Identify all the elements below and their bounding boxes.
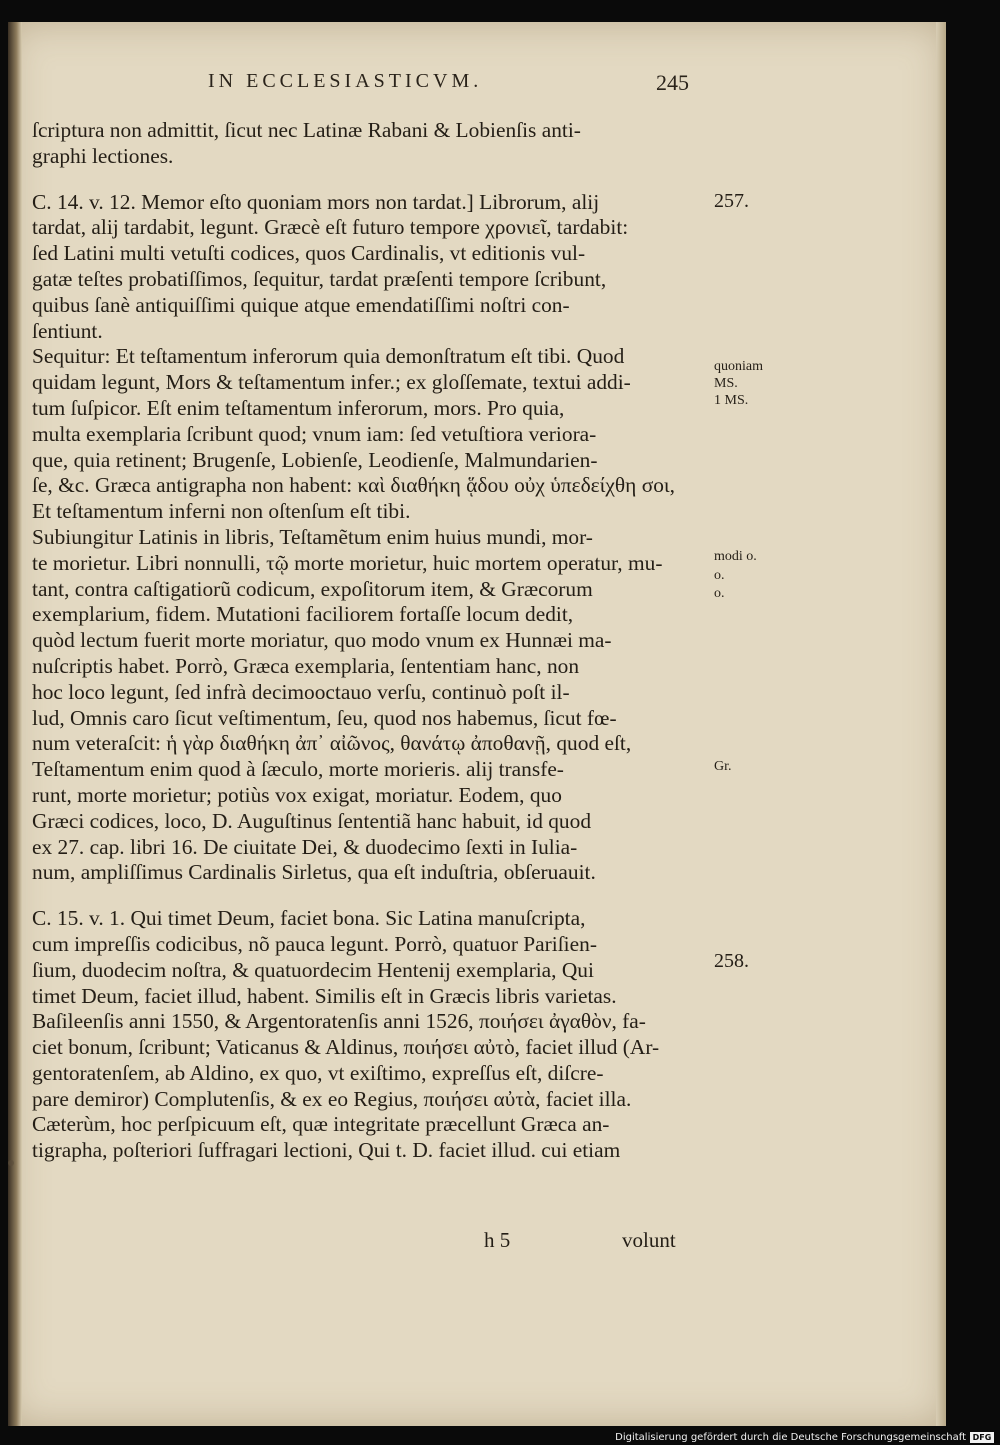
signature-mark: h 5 [484,1228,511,1252]
text-line: lud, Omnis caro ſicut veſtimentum, ſeu, quod nos habemus, ſicut fœ- [32,705,617,730]
text-line: ex 27. cap. libri 16. De ciuitate Dei, & duodecimo ſexti in Iulia- [32,834,578,859]
ink-spot [8,1160,14,1166]
page-edge [936,22,946,1426]
text-line: gatæ teſtes probatiſſimos, ſequitur, tardat præſenti tempore ſcribunt, [32,266,607,291]
running-head: IN ECCLESIASTICVM. [208,70,483,92]
text-line: ſium, duodecim noſtra, & quatuordecim Hentenij exemplaria, Qui [32,957,594,982]
text-line: pare demiror) Complutenſis, & ex eo Regius, ποιήσει αὐτὰ, faciet illa. [32,1086,632,1111]
text-line: timet Deum, faciet illud, habent. Similis eſt in Græcis libris varietas. [32,983,617,1008]
text-line: C. 15. v. 1. Qui timet Deum, faciet bona. Sic Latina manuſcripta, [32,906,586,931]
book-page [8,22,946,1426]
margin-note: MS. [714,376,738,391]
book-spine [8,22,22,1426]
text-line: tardat, alij tardabit, legunt. Græcè eſt futuro tempore χρονιεῖ, tardabit: [32,215,629,240]
text-line: tant, contra caſtigatiorũ codicum, expoſitorum item, & Græcorum [32,576,593,601]
text-line: ſed Latini multi vetuſti codices, quos Cardinalis, vt editionis vul- [32,241,586,266]
page-number: 245 [656,70,689,95]
catchword: volunt [622,1228,676,1252]
text-line: ſentiunt. [32,318,103,343]
dfg-logo-icon: DFG [970,1432,994,1443]
text-line: hoc loco legunt, ſed infrà decimooctauo verſu, continuò poſt il- [32,679,570,704]
margin-number: 258. [714,950,749,972]
body-text [32,118,708,1164]
text-line: runt, morte morietur; potiùs vox exigat, moriatur. Eodem, quo [32,782,562,807]
text-line: quidam legunt, Mors & teſtamentum infer.; ex gloſſemate, textui addi- [32,370,631,395]
text-line: num, ampliſſimus Cardinalis Sirletus, qua eſt induſtria, obſeruauit. [32,860,596,885]
text-line: que, quia retinent; Brugenſe, Lobienſe, Leodienſe, Malmundarien- [32,447,598,472]
text-line: num veteraſcit: ἡ γὰρ διαθήκη ἀπ᾽ αἰῶνος, θανάτῳ ἀποθανῇ, quod eſt, [32,731,632,756]
text-line: Sequitur: Et teſtamentum inferorum quia demonſtratum eſt tibi. Quod [32,344,625,369]
text-line: cum impreſſis codicibus, nõ pauca legunt. Porrò, quatuor Pariſien- [32,931,597,956]
footer-credit: Digitalisierung gefördert durch die Deutsche Forschungsgemeinschaft [615,1432,966,1443]
margin-note: o. [714,568,725,583]
text-line: C. 14. v. 12. Memor eſto quoniam mors non tardat.] Librorum, alij [32,189,600,214]
text-line: Teſtamentum enim quod à ſæculo, morte morieris. alij transfe- [32,757,564,782]
text-line: nuſcriptis habet. Porrò, Græca exemplaria, ſententiam hanc, non [32,653,580,678]
text-line: graphi lectiones. [32,143,174,168]
margin-note: modi o. [714,549,757,564]
text-line: Cæterùm, hoc perſpicuum eſt, quæ integritate præcellunt Græca an- [32,1112,610,1137]
text-line: gentoratenſem, ab Aldino, ex quo, vt exiſtimo, expreſſus eſt, diſcre- [32,1060,604,1085]
text-line: ſcriptura non admittit, ſicut nec Latinæ Rabani & Lobienſis anti- [32,118,581,142]
text-line: quòd lectum fuerit morte moriatur, quo modo vnum ex Hunnæi ma- [32,628,612,653]
margin-note: 1 MS. [714,393,749,408]
text-line: tigrapha, poſteriori ſuffragari lectioni, Qui t. D. faciet illud. cui etiam [32,1138,621,1163]
text-line: Subiungitur Latinis in libris, Teſtamẽtum enim huius mundi, mor- [32,524,593,549]
text-line: exemplarium, fidem. Mutationi faciliorem fortaſſe locum dedit, [32,602,574,627]
margin-number: 257. [714,190,749,212]
margin-note: quoniam [714,359,763,374]
margin-note: o. [714,586,725,601]
text-line: ſe, &c. Græca antigrapha non habent: καὶ διαθήκη ᾅδου οὐχ ὑπεδείχθη σοι, [32,473,676,498]
text-line: Græci codices, loco, D. Auguſtinus ſententiã hanc habuit, id quod [32,808,592,833]
text-line: Et teſtamentum inferni non oſtenſum eſt tibi. [32,499,411,524]
text-line: quibus ſanè antiquiſſimi quique atque emendatiſſimi noſtri con- [32,292,570,317]
text-line: tum ſuſpicor. Eſt enim teſtamentum inferorum, mors. Pro quia, [32,395,565,420]
text-line: Baſileenſis anni 1550, & Argentoratenſis anni 1526, ποιήσει ἀγαθὸν, fa- [32,1009,646,1034]
margin-note: Gr. [714,759,732,774]
text-line: multa exemplaria ſcribunt quod; vnum iam: ſed vetuſtiora veriora- [32,421,597,446]
text-line: ciet bonum, ſcribunt; Vaticanus & Aldinus, ποιήσει αὐτὸ, faciet illud (Ar- [32,1035,660,1060]
text-line: te morietur. Libri nonnulli, τῷ morte morietur, huic mortem operatur, mu- [32,550,663,575]
footer-bar [0,1431,1000,1445]
